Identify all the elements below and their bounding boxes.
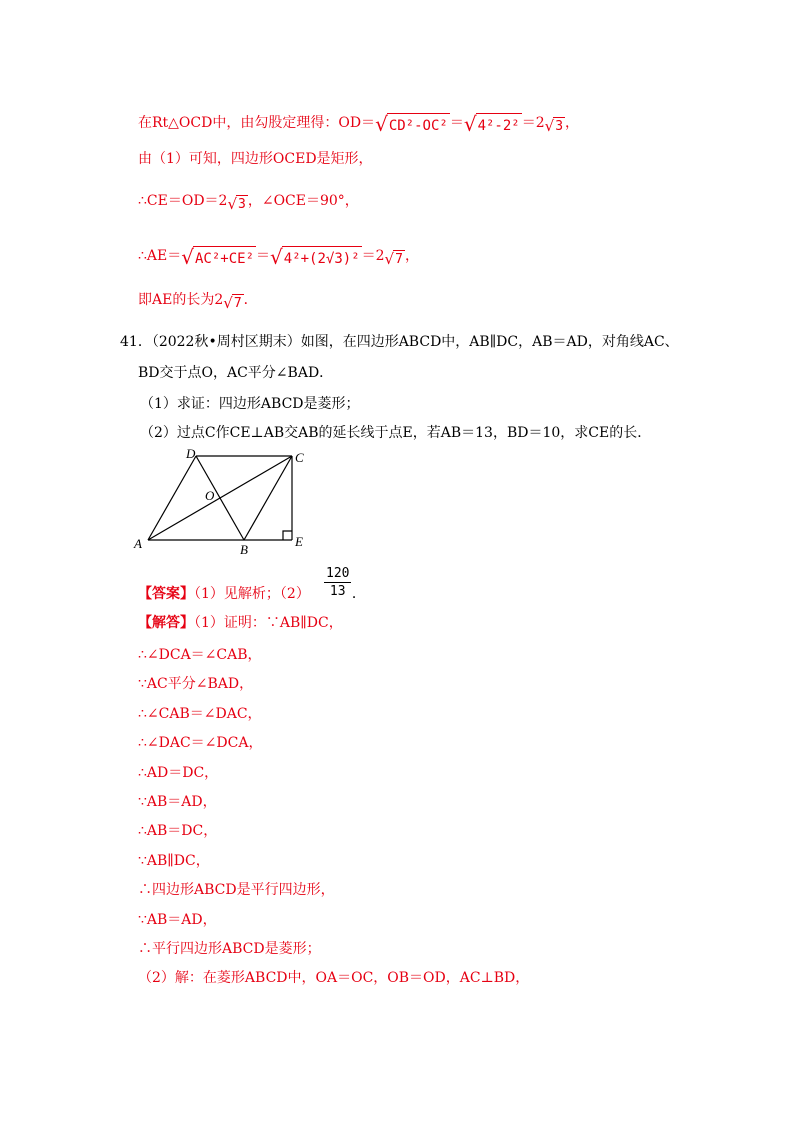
- sqrt-expression: √ 7: [384, 250, 403, 268]
- label-a: A: [134, 536, 142, 551]
- solution-line-rectangle: 由（1）可知，四边形OCED是矩形，: [138, 151, 373, 167]
- sqrt-expression: √ 3: [544, 117, 564, 135]
- question-2: （2）过点C作CE⊥AB交AB的延长线于点E，若AB＝13，BD＝10，求CE的长．: [140, 425, 652, 441]
- solution-line-result: 即AE的长为2 √ 7 ．: [138, 292, 258, 312]
- solution-step: ∵AB＝AD，: [138, 912, 217, 928]
- problem-statement-line-2: BD交于点O，AC平分∠BAD．: [138, 365, 334, 381]
- segment-ad: [148, 456, 196, 540]
- answer-tag: 【答案】: [138, 586, 194, 602]
- sqrt-expression: √ 4²-2²: [463, 112, 520, 136]
- diagonal-bd: [196, 456, 244, 540]
- problem-statement-line-1: 41．（2022秋•周村区期末）如图，在四边形ABCD中，AB∥DC，AB＝AD，对角线AC、: [120, 334, 679, 350]
- solution-step: ∴∠CAB＝∠DAC，: [138, 706, 262, 722]
- solution-step: ∴∠DAC＝∠DCA，: [138, 735, 263, 751]
- segment-cb: [244, 456, 292, 540]
- solution-step: ∴AD＝DC，: [138, 765, 219, 781]
- solution-step: ∴平行四边形ABCD是菱形；: [138, 941, 321, 957]
- solution-first-line: 【解答】（1）证明：∵AB∥DC，: [138, 615, 343, 631]
- label-o: O: [205, 488, 215, 503]
- solution-line-od: 在Rt△OCD中，由勾股定理得：OD＝ √ CD²-OC² ＝ √ 4²-2² ＝2 √ 3 ，: [138, 112, 580, 136]
- solution-line-ae: ∴AE＝ √ AC²+CE² ＝ √ 4²+(2√3)² ＝2 √ 7 ，: [138, 245, 419, 269]
- label-b: B: [240, 542, 248, 557]
- rhombus-figure: [132, 444, 317, 559]
- sqrt-expression: √ 7: [223, 294, 242, 312]
- sqrt-expression: √ 4²+(2√3)²: [270, 245, 360, 269]
- label-d: D: [186, 446, 196, 461]
- sqrt-expression: √ 3: [227, 195, 246, 213]
- label-c: C: [295, 450, 304, 465]
- right-angle-mark: [283, 531, 292, 540]
- answer-end: ．: [351, 586, 366, 602]
- answer-fraction: $\frac{120}{13}$: [326, 566, 350, 599]
- solution-step: ∴AB＝DC，: [138, 823, 218, 839]
- sqrt-expression: √ AC²+CE²: [181, 245, 255, 269]
- solution-step: ∴∠DCA＝∠CAB，: [138, 647, 262, 663]
- solution-tag: 【解答】: [138, 615, 194, 631]
- question-1: （1）求证：四边形ABCD是菱形；: [140, 396, 360, 412]
- solution-step: ∵AB＝AD，: [138, 794, 217, 810]
- sqrt-expression: √ CD²-OC²: [375, 112, 448, 136]
- solution-step: ∴四边形ABCD是平行四边形，: [138, 882, 335, 898]
- answer-text: （1）见解析；（2）: [194, 586, 310, 602]
- label-e: E: [295, 534, 303, 549]
- solution-step: ∵AC平分∠BAD，: [138, 676, 254, 692]
- solution-step: （2）解：在菱形ABCD中，OA＝OC，OB＝OD，AC⊥BD，: [138, 970, 530, 986]
- solution-line-ce: ∴CE＝OD＝2 √ 3 ，∠OCE＝90°，: [138, 193, 359, 213]
- solution-step: ∵AB∥DC，: [138, 853, 210, 869]
